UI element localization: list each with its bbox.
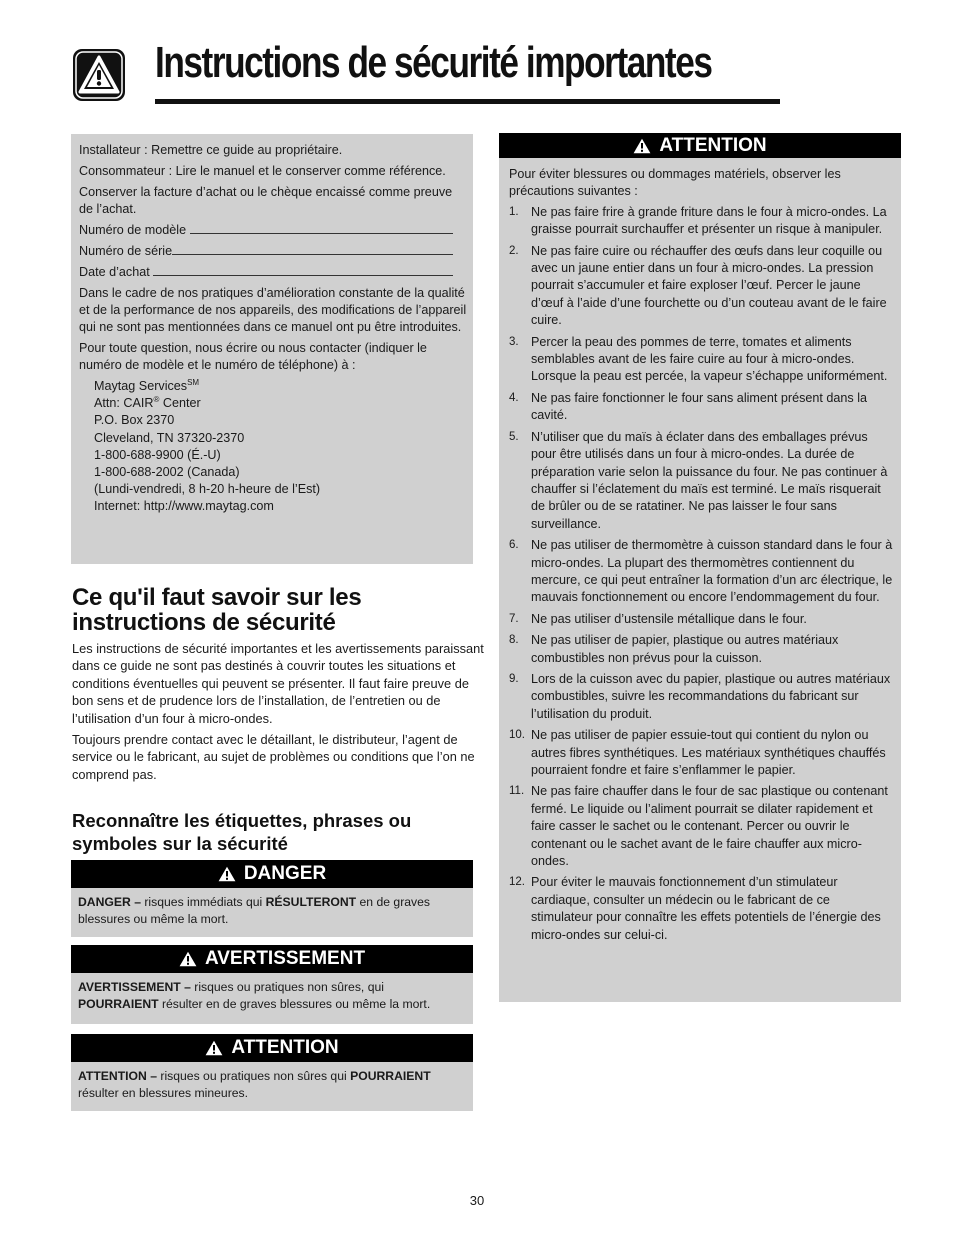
- list-item: [509, 783, 895, 870]
- purchase-date-label: Date d’achat: [79, 265, 150, 279]
- precautions-list: [509, 204, 895, 944]
- contact-city: Cleveland, TN 37320-2370: [94, 430, 245, 445]
- contact-attn: Attn: CAIR® Center: [94, 395, 201, 411]
- model-number-line: [190, 233, 453, 234]
- model-number-field: [79, 222, 467, 239]
- danger-description: DANGER – risques immédiats qui RÉSULTERONT en de graves blessures ou même la mort.: [71, 888, 473, 937]
- contact-phone-us: 1-800-688-9900 (É.-U): [94, 447, 221, 462]
- purchase-date-field: [79, 264, 467, 281]
- attention-box: [499, 158, 901, 1002]
- list-item-text: Ne pas faire frire à grande friture dans le four à micro-ondes. La graisse pourrait surchauffer et présenter un risque à manipuler.: [531, 204, 887, 237]
- list-item-text: Ne pas faire fonctionner le four sans aliment présent dans la cavité.: [531, 390, 868, 423]
- warning-description: AVERTISSEMENT – risques ou pratiques non sûres, qui POURRAIENT résulter en de graves blessures ou même la mort.: [71, 973, 473, 1024]
- list-item: [509, 632, 895, 667]
- list-item-number: 12.: [509, 876, 525, 889]
- contact-intro: Pour toute question, nous écrire ou nous contacter (indiquer le numéro de modèle et le numéro de téléphone) à :: [79, 341, 427, 372]
- list-item-number: 9.: [509, 672, 519, 685]
- list-item-text: Ne pas faire cuire ou réchauffer des œufs dans leur coquille ou avec un jaune entier dans un four à micro-ondes. La pression pourrait s’accumuler et faire exploser l’œuf. Percer le jaune d’œuf à l’aide d’une fourchette ou d’un couteau avant de le faire cuire.: [531, 243, 887, 328]
- serial-number-line: [172, 254, 453, 255]
- warning-triangle-icon: [633, 138, 651, 154]
- safety-paragraph-2: Toujours prendre contact avec le détaillant, le distributeur, l’agent de service ou le fabricant, au sujet de problèmes ou conditions que l’on ne comprend pas.: [72, 732, 475, 782]
- safety-section-body: [72, 640, 484, 787]
- list-item: [509, 204, 895, 239]
- caution-description: ATTENTION – risques ou pratiques non sûres qui POURRAIENT résulter en blessures mineures.: [71, 1062, 473, 1111]
- page-number: 30: [469, 1193, 485, 1208]
- list-item: [509, 390, 895, 425]
- attention-header: [499, 133, 901, 158]
- caution-header: [71, 1034, 473, 1062]
- warning-title: AVERTISSEMENT: [204, 948, 366, 969]
- contact-internet: Internet: http://www.maytag.com: [94, 499, 274, 514]
- list-item-text: Ne pas utiliser de papier essuie-tout qui contient du nylon ou autres fibres synthétiques. Les matériaux synthétiques chauffés pourraient fondre et faire s’enflammer le papier.: [531, 728, 886, 777]
- warning-triangle-icon: [179, 951, 197, 967]
- list-item-text: Ne pas utiliser de papier, plastique ou autres matériaux combustibles non prévus pour la cuisson.: [531, 633, 839, 665]
- safety-section-heading: Ce qu'il faut savoir sur les instructions de sécurité: [72, 584, 362, 636]
- warning-header: [71, 945, 473, 973]
- list-item-text: Ne pas utiliser d’ustensile métallique dans le four.: [531, 611, 807, 626]
- list-item: [509, 671, 895, 723]
- attention-intro: Pour éviter blessures ou dommages matériels, observer les précautions suivantes :: [509, 167, 841, 199]
- list-item-number: 6.: [509, 539, 519, 552]
- title-rule: [155, 99, 780, 104]
- page-title: Instructions de sécurité importantes: [155, 38, 712, 87]
- keep-receipt-note: Conserver la facture d’achat ou le chèque encaissé comme preuve de l’achat.: [79, 185, 453, 216]
- list-item-number: 1.: [509, 205, 519, 218]
- list-item-number: 7.: [509, 612, 519, 625]
- warning-triangle-icon: [205, 1040, 223, 1056]
- contact-po-box: P.O. Box 2370: [94, 413, 175, 428]
- list-item-text: N’utiliser que du maïs à éclater dans des emballages prévus pour être utilisés dans un four à micro-ondes. La durée de préparation varie selon la puissance du four. Ne pas continuer à chauffer si l’éclatement du maïs est terminé. Le maïs risquerait de brûler ou de se ratatiner. Ne pas laisser le four sans surveillance.: [531, 429, 888, 531]
- caution-title: ATTENTION: [231, 1037, 339, 1058]
- list-item: [509, 537, 895, 607]
- contact-company: Maytag Services℠: [94, 377, 200, 393]
- danger-title: DANGER: [243, 863, 327, 884]
- list-item-text: Lors de la cuisson avec du papier, plastique ou autres matériaux combustibles, suivre les recommandations du fabricant sur l’utilisation du produit.: [531, 671, 891, 721]
- list-item-text: Pour éviter le mauvais fonctionnement d’un stimulateur cardiaque, consulter un médecin ou le fabricant de ce stimulateur pour connaître les effets potentiels de l’énergie des micro-ondes sur celui-ci.: [531, 875, 881, 942]
- contact-hours: (Lundi-vendredi, 8 h-20 h-heure de l’Est): [94, 482, 321, 497]
- installer-info-box: [71, 134, 473, 564]
- danger-header: [71, 860, 473, 888]
- list-item-text: Percer la peau des pommes de terre, tomates et aliments semblables avant de les faire cuire au four à micro-ondes. Lorsque la peau est percée, la vapeur s’échappe uniformément.: [531, 334, 888, 384]
- warning-triangle-icon: [72, 48, 126, 102]
- list-item: [509, 874, 895, 944]
- improvement-note: Dans le cadre de nos pratiques d’amélioration constante de la qualité et de la performance de nos appareils, des modifications de l’appareil qui ne sont pas mentionnées dans ce manuel ont pu être introduites.: [79, 286, 467, 334]
- list-item: [509, 243, 895, 330]
- safety-paragraph-1: Les instructions de sécurité importantes et les avertissements paraissant dans ce guide ne sont pas destinés à couvrir toutes les situations et conditions éventuelles qui peuvent se présenter. Il faut faire preuve de bon sens et de prudence lors de l’installation, de l’entretien ou de l’utilisation d’un four à micro-ondes.: [72, 641, 484, 726]
- list-item-number: 8.: [509, 634, 519, 647]
- list-item: [509, 611, 895, 628]
- model-number-label: Numéro de modèle: [79, 223, 187, 237]
- list-item: [509, 727, 895, 779]
- warning-triangle-icon: [218, 866, 236, 882]
- list-item: [509, 334, 895, 386]
- contact-block: [79, 378, 467, 516]
- list-item-number: 11.: [509, 785, 525, 798]
- list-item-number: 2.: [509, 244, 519, 257]
- attention-title: ATTENTION: [659, 134, 767, 156]
- list-item-number: 10.: [509, 729, 525, 742]
- list-item: [509, 429, 895, 533]
- list-item-number: 5.: [509, 430, 519, 443]
- list-item-text: Ne pas utiliser de thermomètre à cuisson standard dans le four à micro-ondes. La plupart des thermomètres contiennent du mercure, ce qui peut entraîner la formation d’un arc électrique, le mauvais fonctionnement ou encore l’endommagement du four.: [531, 538, 893, 605]
- list-item-number: 3.: [509, 335, 519, 348]
- contact-phone-ca: 1-800-688-2002 (Canada): [94, 465, 240, 480]
- list-item-number: 4.: [509, 391, 519, 404]
- consumer-note: Consommateur : Lire le manuel et le conserver comme référence.: [79, 164, 446, 178]
- purchase-date-line: [153, 275, 453, 276]
- labels-section-heading: Reconnaître les étiquettes, phrases ou symboles sur la sécurité: [72, 810, 412, 854]
- serial-number-field: [79, 243, 467, 260]
- list-item-text: Ne pas faire chauffer dans le four de sac plastique ou contenant fermé. Le liquide ou l’aliment pourrait se dilater rapidement et faire casser le sachet ou le contenant. Percer ou ouvrir le contenant ou le sachet avant de le faire chauffer aux micro-ondes.: [531, 784, 888, 869]
- serial-number-label: Numéro de série: [79, 244, 173, 258]
- installer-note: Installateur : Remettre ce guide au propriétaire.: [79, 143, 343, 157]
